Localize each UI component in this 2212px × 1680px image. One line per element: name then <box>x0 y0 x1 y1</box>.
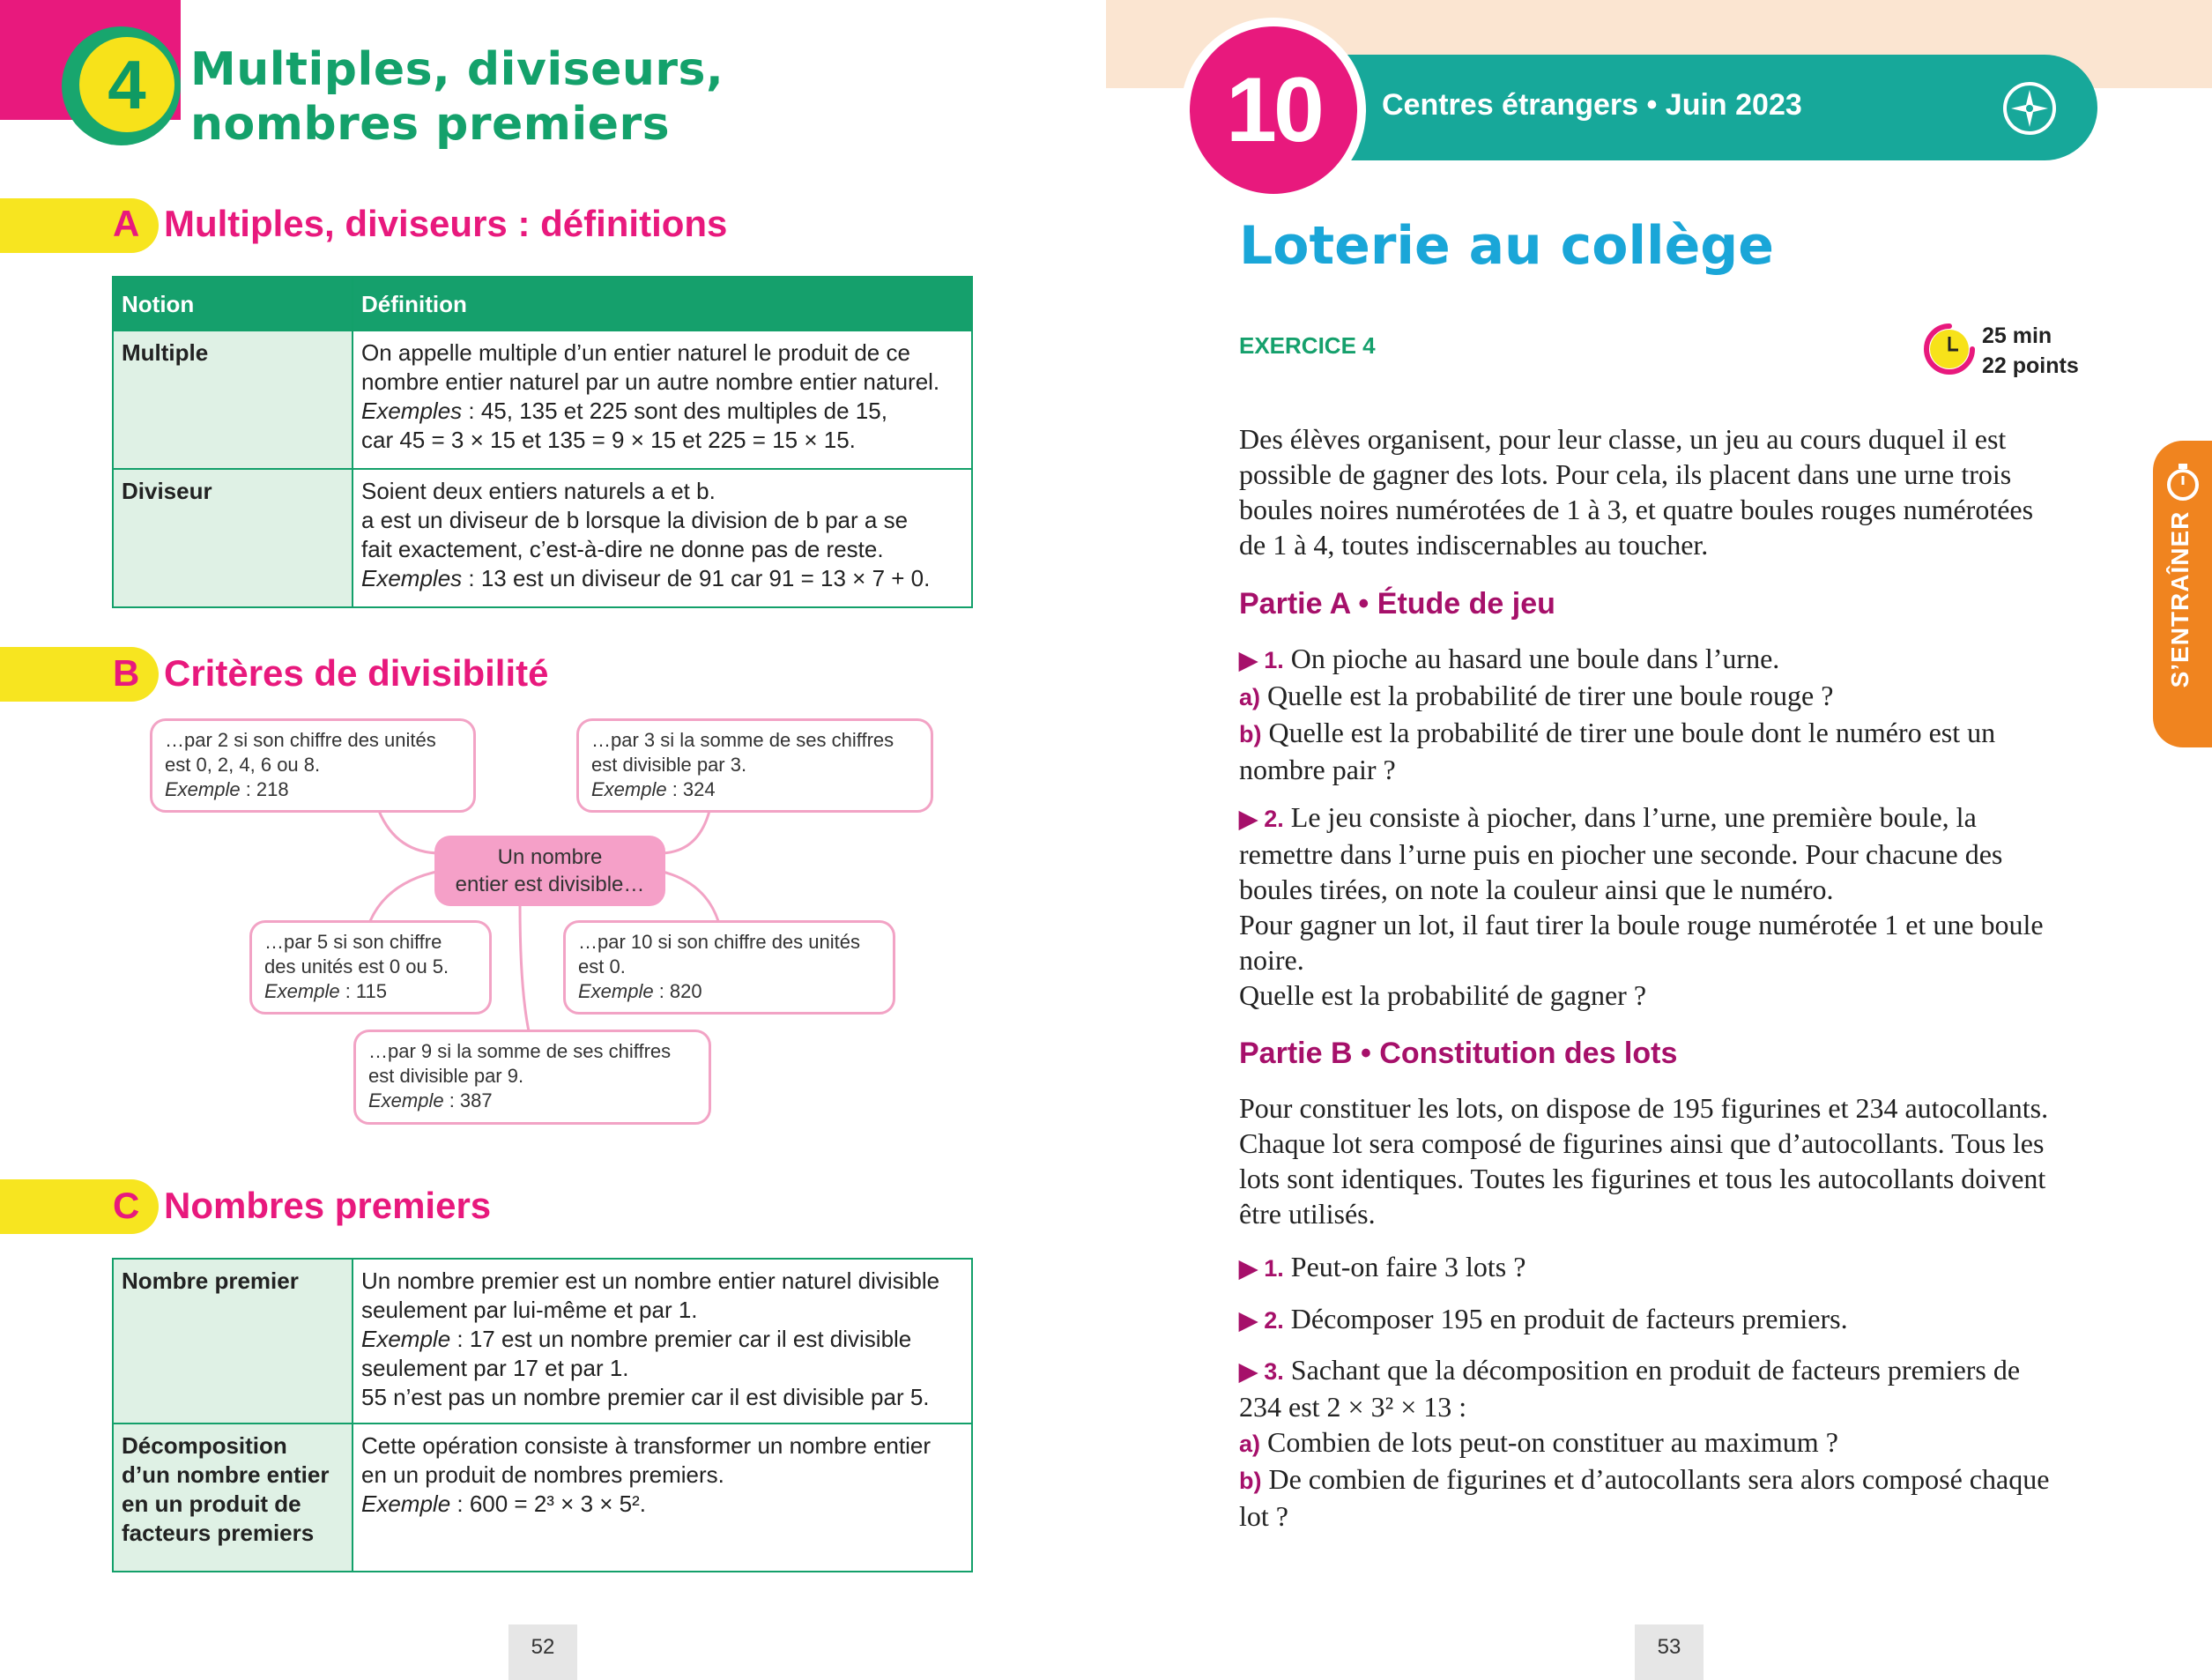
section-a-letter: A <box>113 203 140 244</box>
question-number: 1. <box>1264 647 1284 673</box>
example-text: : 17 est un nombre premier car il est divisible <box>450 1326 912 1352</box>
criterion-by-9 <box>353 1030 711 1125</box>
question-line: nombre pair ? <box>1239 754 1396 785</box>
criterion-example <box>578 979 880 1004</box>
definition-line <box>361 1490 963 1519</box>
criterion-example <box>368 1089 696 1113</box>
criterion-line: est 0. <box>578 955 626 978</box>
criterion-by-10 <box>563 920 895 1015</box>
subquestion-label: a) <box>1239 1431 1261 1457</box>
triangle-bullet-icon: ▶ <box>1239 806 1265 832</box>
intro-line: Chaque lot sera composé de figurines ainsi que d’autocollants. Tous les <box>1239 1127 2045 1159</box>
question-line <box>1239 1461 2120 1498</box>
compass-icon <box>2000 79 2059 138</box>
header-notion: Notion <box>113 277 353 331</box>
page-number-right: 53 <box>1635 1624 1704 1680</box>
example-text: : 600 = 2³ × 3 × 5². <box>450 1490 647 1517</box>
partie-a-question-2 <box>1239 799 2120 1013</box>
definition-line <box>361 1325 963 1354</box>
definition-line: Cette opération consiste à transformer un nombre entier <box>361 1432 932 1459</box>
question-line <box>1239 1352 2120 1389</box>
definition-line: a est un diviseur de b lorsque la division de b par a se <box>361 507 909 533</box>
question-line: boules tirées, on note la couleur ainsi que le numéro. <box>1239 873 1834 905</box>
example-value: : 115 <box>339 980 388 1002</box>
mindmap-center <box>434 836 665 906</box>
question-text: Quelle est la probabilité de tirer une boule dont le numéro est un <box>1261 717 1996 748</box>
intro-line: lots sont identiques. Toutes les figurines et tous les autocollants doivent <box>1239 1163 2046 1194</box>
table-row <box>113 1424 972 1572</box>
example-value: : 324 <box>666 778 716 800</box>
question-line <box>1239 799 2120 836</box>
question-line: 234 est 2 × 3² × 13 : <box>1239 1391 1467 1423</box>
notion-nombre-premier: Nombre premier <box>113 1259 353 1424</box>
notion-line: Décomposition <box>122 1432 287 1459</box>
stopwatch-icon <box>2164 458 2202 504</box>
example-label: Exemples <box>361 565 463 591</box>
definition-line: 55 n’est pas un nombre premier car il est divisible par 5. <box>361 1384 930 1410</box>
partie-b-title: Partie B • Constitution des lots <box>1239 1037 1678 1070</box>
definition-nombre-premier <box>353 1259 972 1424</box>
definition-line: nombre entier naturel par un autre nombre entier naturel. <box>361 368 940 395</box>
notion-line: d’un nombre entier <box>122 1461 330 1488</box>
subquestion-label: a) <box>1239 684 1261 710</box>
side-tab-label: S’ENTRAÎNER <box>2166 510 2193 688</box>
criterion-line: …par 9 si la somme de ses chiffres <box>368 1040 672 1062</box>
criterion-line: est divisible par 9. <box>368 1065 524 1087</box>
question-number: 2. <box>1264 1307 1284 1334</box>
definition-decomposition <box>353 1424 972 1572</box>
question-text: Le jeu consiste à piocher, dans l’urne, une première boule, la <box>1283 801 1977 833</box>
question-line <box>1239 641 2120 678</box>
criterion-by-3 <box>576 718 933 813</box>
criterion-line: …par 2 si son chiffre des unités <box>165 729 436 751</box>
definition-line: Soient deux entiers naturels a et b. <box>361 478 716 504</box>
question-line: Quelle est la probabilité de gagner ? <box>1239 979 1647 1011</box>
section-a-title: Multiples, diviseurs : définitions <box>164 203 728 244</box>
example-label: Exemple <box>165 778 241 800</box>
exercise-title: Loterie au collège <box>1239 215 1774 277</box>
example-value: : 820 <box>653 980 702 1002</box>
intro-line: Des élèves organisent, pour leur classe, un jeu au cours duquel il est <box>1239 423 2007 455</box>
example-label: Exemple <box>578 980 654 1002</box>
criterion-by-5 <box>249 920 492 1015</box>
section-b-letter: B <box>113 652 140 694</box>
subquestion-label: b) <box>1239 721 1262 747</box>
example-value: : 218 <box>240 778 289 800</box>
question-text: Décomposer 195 en produit de facteurs premiers. <box>1283 1303 1848 1334</box>
center-line: Un nombre <box>497 845 603 869</box>
intro-line: Pour constituer les lots, on dispose de 195 figurines et 234 autocollants. <box>1239 1092 2049 1124</box>
question-text: Peut-on faire 3 lots ? <box>1283 1251 1526 1282</box>
exam-source: Centres étrangers • Juin 2023 <box>1382 88 1802 122</box>
definition-line: Un nombre premier est un nombre entier naturel divisible <box>361 1267 940 1294</box>
definition-line: seulement par lui-même et par 1. <box>361 1297 698 1323</box>
chapter-title-line2: nombres premiers <box>190 98 671 151</box>
center-line: entier est divisible… <box>455 873 645 896</box>
question-line: remettre dans l’urne puis en piocher une seconde. Pour chacune des <box>1239 838 2003 870</box>
example-label: Exemples <box>361 398 463 424</box>
question-line <box>1239 678 2120 715</box>
exercise-intro <box>1239 421 2120 562</box>
example-value: : 387 <box>443 1089 493 1111</box>
definition-line: On appelle multiple d’un entier naturel le produit de ce <box>361 339 910 366</box>
exercise-duration: 25 min <box>1982 323 2052 348</box>
question-number: 2. <box>1264 806 1284 832</box>
header-definition: Définition <box>353 277 972 331</box>
example-label: Exemple <box>591 778 667 800</box>
partie-b-question-3 <box>1239 1352 2120 1534</box>
question-text: De combien de figurines et d’autocollants sera alors composé chaque <box>1261 1463 2050 1495</box>
partie-a-title: Partie A • Étude de jeu <box>1239 587 1555 621</box>
question-text: Quelle est la probabilité de tirer une boule rouge ? <box>1260 680 1834 711</box>
question-line <box>1239 1424 2120 1461</box>
mindmap-connectors <box>0 0 1058 1146</box>
example-label: Exemple <box>264 980 340 1002</box>
notion-line: facteurs premiers <box>122 1520 315 1546</box>
question-text: Sachant que la décomposition en produit de facteurs premiers de <box>1283 1354 2021 1386</box>
example-text: : 13 est un diviseur de 91 car 91 = 13 × 7 + 0. <box>462 565 931 591</box>
intro-line: de 1 à 4, toutes indiscernables au toucher. <box>1239 529 1709 561</box>
criterion-line: …par 3 si la somme de ses chiffres <box>591 729 894 751</box>
example-text: : 45, 135 et 225 sont des multiples de 15, <box>462 398 887 424</box>
question-text: On pioche au hasard une boule dans l’urne. <box>1283 643 1780 674</box>
question-text: Combien de lots peut-on constituer au maximum ? <box>1260 1426 1838 1458</box>
triangle-bullet-icon: ▶ <box>1239 1358 1265 1385</box>
criterion-line: des unités est 0 ou 5. <box>264 955 449 978</box>
partie-b-question-2 <box>1239 1301 2120 1338</box>
question-line: Pour gagner un lot, il faut tirer la boule rouge numérotée 1 et une boule <box>1239 909 2044 940</box>
exercise-number: 10 <box>1190 26 1357 194</box>
intro-line: être utilisés. <box>1239 1198 1376 1230</box>
example-label: Exemple <box>368 1089 444 1111</box>
chapter-title-line1: Multiples, diviseurs, <box>190 43 724 96</box>
subquestion-label: b) <box>1239 1468 1262 1494</box>
partie-b-question-1 <box>1239 1249 2120 1286</box>
example-label: Exemple <box>361 1326 451 1352</box>
criterion-line: …par 10 si son chiffre des unités <box>578 931 860 953</box>
exercise-label: EXERCICE 4 <box>1239 332 1376 359</box>
definition-line: car 45 = 3 × 15 et 135 = 9 × 15 et 225 = 15 × 15. <box>361 427 856 453</box>
triangle-bullet-icon: ▶ <box>1239 647 1265 673</box>
question-line: noire. <box>1239 944 1304 976</box>
notion-multiple: Multiple <box>113 331 353 469</box>
example-label: Exemple <box>361 1490 451 1517</box>
question-line <box>1239 715 2120 752</box>
section-b-title: Critères de divisibilité <box>164 652 549 694</box>
notion-diviseur: Diviseur <box>113 469 353 607</box>
page-number-left: 52 <box>508 1624 577 1680</box>
notion-decomposition <box>113 1424 353 1572</box>
criterion-line: est 0, 2, 4, 6 ou 8. <box>165 754 321 776</box>
criterion-example <box>264 979 477 1004</box>
partie-b-intro <box>1239 1090 2120 1231</box>
intro-line: boules noires numérotées de 1 à 3, et quatre boules rouges numérotées <box>1239 494 2034 525</box>
section-c-title: Nombres premiers <box>164 1185 492 1226</box>
criterion-line: …par 5 si son chiffre <box>264 931 442 953</box>
question-number: 1. <box>1264 1255 1284 1282</box>
criterion-example <box>165 777 461 802</box>
partie-a-question-1 <box>1239 641 2120 787</box>
exercise-points: 22 points <box>1982 353 2079 378</box>
definition-line: fait exactement, c’est-à-dire ne donne pas de reste. <box>361 536 884 562</box>
timer-icon <box>1919 317 1976 377</box>
triangle-bullet-icon: ▶ <box>1239 1307 1265 1334</box>
intro-line: possible de gagner des lots. Pour cela, ils placent dans une urne trois <box>1239 458 2012 490</box>
chapter-number: 4 <box>79 37 174 132</box>
question-line: lot ? <box>1239 1500 1288 1532</box>
section-c-letter: C <box>113 1185 140 1226</box>
question-number: 3. <box>1264 1358 1284 1385</box>
table-row <box>113 1259 972 1424</box>
exercise-meta <box>1982 321 2079 381</box>
criterion-example <box>591 777 918 802</box>
triangle-bullet-icon: ▶ <box>1239 1255 1265 1282</box>
definition-line: seulement par 17 et par 1. <box>361 1355 629 1381</box>
definition-line: en un produit de nombres premiers. <box>361 1461 724 1488</box>
notion-line: en un produit de <box>122 1490 301 1517</box>
criterion-line: est divisible par 3. <box>591 754 747 776</box>
prime-table <box>112 1258 973 1572</box>
criterion-by-2 <box>150 718 476 813</box>
